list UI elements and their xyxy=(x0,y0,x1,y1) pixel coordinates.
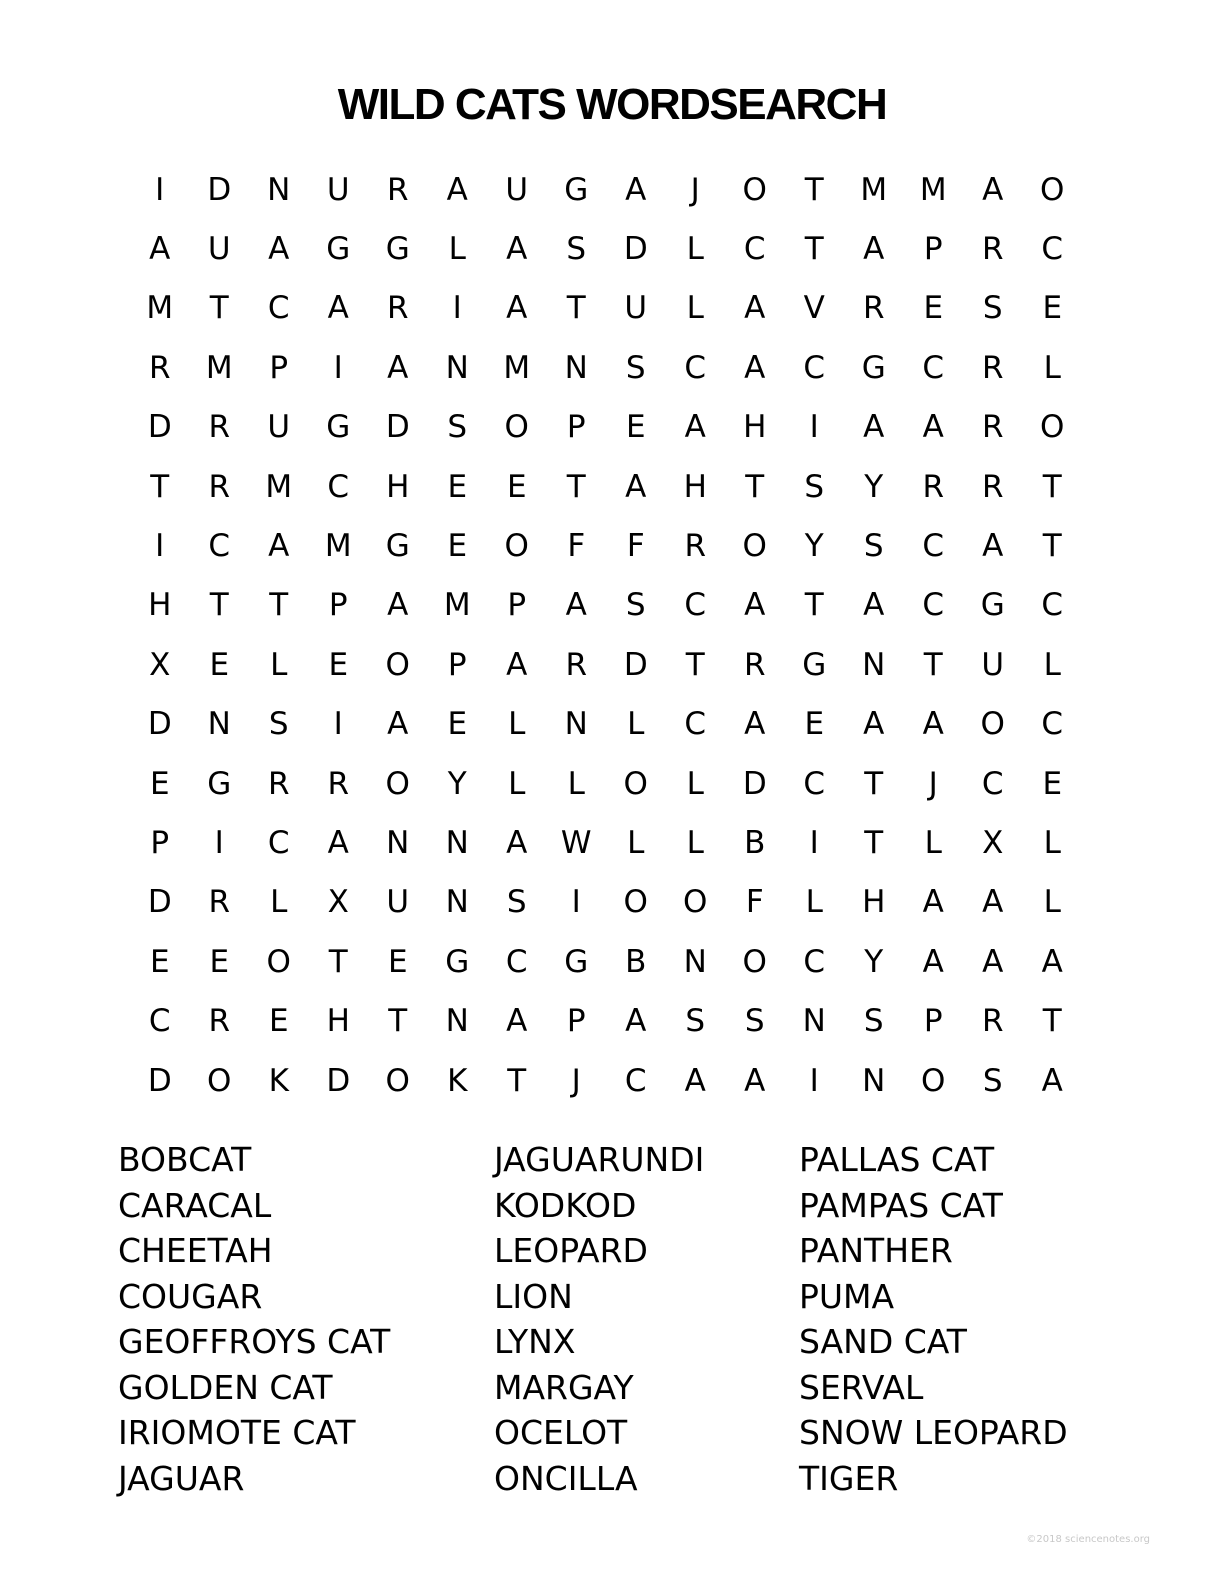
grid-letter: C xyxy=(1041,231,1064,268)
grid-letter: C xyxy=(505,943,528,980)
grid-letter: G xyxy=(326,409,351,446)
grid-letter: T xyxy=(1042,468,1062,505)
grid-letter: U xyxy=(624,290,648,327)
grid-letter: E xyxy=(149,943,170,980)
grid-letter: N xyxy=(564,349,588,386)
grid-letter: A xyxy=(1041,1062,1063,1099)
grid-letter: I xyxy=(333,706,343,743)
grid-letter: Y xyxy=(804,528,824,565)
grid-letter: Y xyxy=(864,943,884,980)
grid-letter: C xyxy=(803,943,826,980)
grid-letter: T xyxy=(1042,528,1062,565)
grid-letter: G xyxy=(385,231,410,268)
grid-letter: V xyxy=(803,290,825,327)
grid-letter: A xyxy=(565,587,587,624)
grid-letter: P xyxy=(923,1003,943,1040)
grid-letter: T xyxy=(804,231,824,268)
grid-letter: J xyxy=(571,1062,581,1099)
grid-letter: E xyxy=(1042,765,1063,802)
grid-letter: A xyxy=(982,171,1004,208)
page-title: WILD CATS WORDSEARCH xyxy=(337,80,887,129)
grid-letter: H xyxy=(326,1003,350,1040)
grid-letter: O xyxy=(742,528,767,565)
grid-letter: T xyxy=(1042,1003,1062,1040)
grid-letter: M xyxy=(324,528,352,565)
copyright-footer: ©2018 sciencenotes.org xyxy=(1026,1534,1150,1545)
grid-letter: A xyxy=(982,943,1004,980)
grid-letter: U xyxy=(386,884,410,921)
grid-letter: T xyxy=(209,290,229,327)
grid-letter: I xyxy=(571,884,581,921)
word-list-item: CARACAL xyxy=(118,1185,272,1225)
grid-letter: R xyxy=(148,349,171,386)
grid-letter: C xyxy=(922,528,945,565)
grid-letter: T xyxy=(209,587,229,624)
grid-letter: M xyxy=(205,349,233,386)
grid-letter: E xyxy=(387,943,408,980)
grid-letter: S xyxy=(863,528,884,565)
grid-letter: A xyxy=(327,290,349,327)
grid-letter: D xyxy=(147,1062,172,1099)
grid-letter: M xyxy=(443,587,471,624)
grid-letter: S xyxy=(863,1003,884,1040)
grid-letter: E xyxy=(328,646,349,683)
grid-letter: O xyxy=(385,765,410,802)
grid-letter: E xyxy=(447,706,468,743)
grid-letter: U xyxy=(326,171,350,208)
grid-letter: N xyxy=(386,824,410,861)
grid-letter: M xyxy=(503,349,531,386)
grid-letter: T xyxy=(150,468,170,505)
word-list-item: OCELOT xyxy=(494,1413,628,1452)
grid-letter: A xyxy=(268,528,290,565)
grid-letter: D xyxy=(742,765,767,802)
grid-letter: S xyxy=(804,468,825,505)
grid-letter: X xyxy=(982,824,1004,861)
grid-letter: S xyxy=(685,1003,706,1040)
grid-letter: D xyxy=(385,409,410,446)
word-list-item: LYNX xyxy=(494,1322,576,1361)
grid-letter: A xyxy=(446,171,468,208)
grid-letter: H xyxy=(386,468,410,505)
grid-letter: I xyxy=(809,1062,819,1099)
grid-letter: H xyxy=(862,884,886,921)
grid-letter: A xyxy=(625,1003,647,1040)
grid-letter: L xyxy=(924,824,942,861)
grid-letter: O xyxy=(683,884,708,921)
word-list-item: JAGUARUNDI xyxy=(494,1140,705,1179)
grid-letter: N xyxy=(445,824,469,861)
grid-letter: R xyxy=(684,528,707,565)
grid-letter: D xyxy=(147,409,172,446)
grid-letter: A xyxy=(684,409,706,446)
grid-letter: J xyxy=(690,171,700,208)
word-list-item: PAMPAS CAT xyxy=(799,1185,1003,1225)
grid-letter: A xyxy=(922,884,944,921)
grid-letter: J xyxy=(928,765,938,802)
grid-letter: O xyxy=(742,943,767,980)
grid-letter: L xyxy=(686,765,704,802)
grid-letter: L xyxy=(1043,646,1061,683)
grid-letter: A xyxy=(922,706,944,743)
grid-letter: A xyxy=(387,706,409,743)
grid-letter: G xyxy=(445,943,470,980)
grid-letter: D xyxy=(326,1062,351,1099)
grid-letter: S xyxy=(566,231,587,268)
grid-letter: S xyxy=(982,290,1003,327)
grid-letter: T xyxy=(507,1062,527,1099)
grid-letter: F xyxy=(567,528,586,565)
grid-letter: A xyxy=(506,290,528,327)
grid-letter: N xyxy=(862,1062,886,1099)
grid-letter: D xyxy=(623,231,648,268)
grid-letter: F xyxy=(745,884,764,921)
grid-letter: A xyxy=(506,1003,528,1040)
grid-letter: T xyxy=(923,646,943,683)
grid-letter: L xyxy=(805,884,823,921)
grid-letter: U xyxy=(505,171,529,208)
grid-letter: R xyxy=(743,646,766,683)
grid-letter: R xyxy=(208,1003,231,1040)
grid-letter: A xyxy=(327,824,349,861)
grid-letter: P xyxy=(566,409,586,446)
grid-letter: I xyxy=(155,528,165,565)
grid-letter: I xyxy=(333,349,343,386)
word-list-item: SNOW LEOPARD xyxy=(799,1413,1068,1452)
grid-letter: T xyxy=(745,468,765,505)
word-list-item: PANTHER xyxy=(799,1231,953,1270)
grid-letter: C xyxy=(981,765,1004,802)
grid-letter: E xyxy=(923,290,944,327)
grid-letter: O xyxy=(266,943,291,980)
grid-letter: N xyxy=(802,1003,826,1040)
grid-letter: A xyxy=(268,231,290,268)
grid-letter: A xyxy=(506,824,528,861)
grid-letter: T xyxy=(328,943,348,980)
grid-letter: R xyxy=(565,646,588,683)
grid-letter: O xyxy=(742,171,767,208)
grid-letter: N xyxy=(445,349,469,386)
grid-letter: R xyxy=(267,765,290,802)
word-list-item: IRIOMOTE CAT xyxy=(118,1413,356,1452)
grid-letter: L xyxy=(627,824,645,861)
grid-letter: C xyxy=(624,1062,647,1099)
grid-letter: E xyxy=(209,943,230,980)
grid-letter: L xyxy=(270,646,288,683)
grid-letter: K xyxy=(268,1062,289,1099)
grid-letter: S xyxy=(744,1003,765,1040)
grid-letter: C xyxy=(208,528,231,565)
grid-letter: R xyxy=(386,290,409,327)
grid-letter: D xyxy=(147,706,172,743)
word-list-item: SAND CAT xyxy=(799,1322,967,1361)
grid-letter: A xyxy=(506,231,528,268)
grid-letter: S xyxy=(447,409,468,446)
grid-letter: T xyxy=(864,765,884,802)
grid-letter: N xyxy=(445,1003,469,1040)
grid-letter: E xyxy=(625,409,646,446)
grid-letter: E xyxy=(209,646,230,683)
grid-letter: E xyxy=(149,765,170,802)
grid-letter: O xyxy=(1040,409,1065,446)
grid-letter: H xyxy=(743,409,767,446)
grid-letter: I xyxy=(155,171,165,208)
grid-letter: I xyxy=(452,290,462,327)
grid-letter: C xyxy=(922,587,945,624)
grid-letter: G xyxy=(564,171,589,208)
grid-letter: O xyxy=(921,1062,946,1099)
grid-letter: I xyxy=(214,824,224,861)
grid-letter: D xyxy=(147,884,172,921)
word-list-item: CHEETAH xyxy=(118,1231,273,1270)
grid-letter: C xyxy=(684,706,707,743)
grid-letter: A xyxy=(149,231,171,268)
grid-letter: H xyxy=(683,468,707,505)
word-list-item: ONCILLA xyxy=(494,1458,638,1498)
grid-letter: F xyxy=(626,528,645,565)
word-list-item: GEOFFROYS CAT xyxy=(118,1322,391,1361)
grid-letter: O xyxy=(385,1062,410,1099)
word-list-item: KODKOD xyxy=(494,1185,637,1225)
grid-letter: S xyxy=(982,1062,1003,1099)
grid-letter: O xyxy=(623,765,648,802)
grid-letter: S xyxy=(506,884,527,921)
word-list-column-1 xyxy=(118,1137,390,1501)
grid-letter: D xyxy=(623,646,648,683)
grid-letter: P xyxy=(566,1003,586,1040)
grid-letter: G xyxy=(385,528,410,565)
word-list-item: COUGAR xyxy=(118,1276,263,1316)
grid-letter: T xyxy=(388,1003,408,1040)
word-list-column-3 xyxy=(799,1137,1068,1501)
grid-letter: R xyxy=(981,468,1004,505)
grid-letter: A xyxy=(863,706,885,743)
grid-letter: S xyxy=(268,706,289,743)
grid-letter: A xyxy=(863,409,885,446)
grid-letter: O xyxy=(207,1062,232,1099)
grid-letter: L xyxy=(686,231,704,268)
grid-letter: X xyxy=(149,646,171,683)
grid-letter: I xyxy=(809,824,819,861)
grid-letter: K xyxy=(447,1062,468,1099)
word-list-item: MARGAY xyxy=(494,1367,634,1407)
grid-letter: Y xyxy=(447,765,467,802)
grid-letter: T xyxy=(864,824,884,861)
grid-letter: R xyxy=(208,884,231,921)
word-list-item: PALLAS CAT xyxy=(799,1140,995,1179)
grid-letter: R xyxy=(327,765,350,802)
grid-letter: T xyxy=(685,646,705,683)
grid-letter: R xyxy=(922,468,945,505)
grid-letter: A xyxy=(625,171,647,208)
grid-letter: H xyxy=(148,587,172,624)
grid-letter: L xyxy=(1043,884,1061,921)
grid-letter: X xyxy=(327,884,349,921)
grid-letter: L xyxy=(686,290,704,327)
grid-letter: L xyxy=(686,824,704,861)
grid-letter: U xyxy=(981,646,1005,683)
grid-letter: M xyxy=(146,290,174,327)
grid-letter: A xyxy=(982,884,1004,921)
grid-letter: P xyxy=(150,824,170,861)
grid-letter: B xyxy=(625,943,647,980)
grid-letter: R xyxy=(981,1003,1004,1040)
grid-letter: G xyxy=(861,349,886,386)
grid-letter: M xyxy=(265,468,293,505)
grid-letter: A xyxy=(744,349,766,386)
grid-letter: C xyxy=(1041,706,1064,743)
grid-letter: C xyxy=(684,349,707,386)
grid-letter: L xyxy=(627,706,645,743)
grid-letter: C xyxy=(743,231,766,268)
grid-letter: P xyxy=(447,646,467,683)
grid-letter: M xyxy=(860,171,888,208)
grid-letter: A xyxy=(982,528,1004,565)
grid-letter: T xyxy=(566,290,586,327)
grid-letter: C xyxy=(922,349,945,386)
grid-letter: O xyxy=(623,884,648,921)
grid-letter: S xyxy=(625,587,646,624)
grid-letter: L xyxy=(1043,349,1061,386)
grid-letter: A xyxy=(684,1062,706,1099)
grid-letter: R xyxy=(981,409,1004,446)
grid-letter: U xyxy=(267,409,291,446)
grid-letter: O xyxy=(980,706,1005,743)
grid-letter: C xyxy=(803,349,826,386)
grid-letter: P xyxy=(328,587,348,624)
word-list-item: GOLDEN CAT xyxy=(118,1367,333,1407)
word-list-item: TIGER xyxy=(799,1458,899,1498)
grid-letter: A xyxy=(744,706,766,743)
grid-letter: C xyxy=(1041,587,1064,624)
grid-letter: M xyxy=(919,171,947,208)
grid-letter: P xyxy=(269,349,289,386)
grid-letter: R xyxy=(386,171,409,208)
grid-letter: N xyxy=(564,706,588,743)
grid-letter: R xyxy=(981,349,1004,386)
grid-letter: A xyxy=(922,409,944,446)
grid-letter: A xyxy=(863,231,885,268)
grid-letter: W xyxy=(560,824,592,861)
word-list-item: LEOPARD xyxy=(494,1231,648,1270)
grid-letter: O xyxy=(385,646,410,683)
grid-letter: C xyxy=(148,1003,171,1040)
grid-letter: L xyxy=(1043,824,1061,861)
grid-letter: A xyxy=(1041,943,1063,980)
grid-letter: N xyxy=(683,943,707,980)
grid-letter: G xyxy=(326,231,351,268)
grid-letter: O xyxy=(1040,171,1065,208)
grid-letter: L xyxy=(508,765,526,802)
grid-letter: N xyxy=(445,884,469,921)
grid-letter: A xyxy=(744,1062,766,1099)
grid-letter: C xyxy=(267,290,290,327)
grid-letter: L xyxy=(567,765,585,802)
grid-letter: A xyxy=(387,349,409,386)
grid-letter: G xyxy=(980,587,1005,624)
grid-letter: A xyxy=(625,468,647,505)
grid-letter: A xyxy=(863,587,885,624)
grid-letter: A xyxy=(922,943,944,980)
grid-letter: E xyxy=(268,1003,289,1040)
grid-letter: L xyxy=(448,231,466,268)
word-list-item: BOBCAT xyxy=(118,1140,252,1179)
grid-letter: G xyxy=(207,765,232,802)
grid-letter: R xyxy=(981,231,1004,268)
word-list-item: LION xyxy=(494,1276,573,1316)
grid-letter: C xyxy=(684,587,707,624)
grid-letter: L xyxy=(508,706,526,743)
grid-letter: C xyxy=(267,824,290,861)
grid-letter: E xyxy=(447,468,468,505)
grid-letter: E xyxy=(506,468,527,505)
grid-letter: N xyxy=(267,171,291,208)
grid-letter: L xyxy=(270,884,288,921)
grid-letter: N xyxy=(862,646,886,683)
grid-letter: D xyxy=(207,171,232,208)
grid-letter: U xyxy=(207,231,231,268)
grid-letter: I xyxy=(809,409,819,446)
grid-letter: T xyxy=(566,468,586,505)
grid-letter: R xyxy=(862,290,885,327)
grid-letter: E xyxy=(804,706,825,743)
word-list-item: SERVAL xyxy=(799,1367,924,1407)
grid-letter: N xyxy=(207,706,231,743)
letter-grid xyxy=(130,160,1090,1110)
grid-letter: A xyxy=(387,587,409,624)
grid-letter: C xyxy=(803,765,826,802)
grid-letter: R xyxy=(208,468,231,505)
grid-letter: A xyxy=(744,587,766,624)
grid-letter: G xyxy=(564,943,589,980)
grid-letter: S xyxy=(625,349,646,386)
grid-letter: P xyxy=(923,231,943,268)
grid-letter: A xyxy=(744,290,766,327)
grid-letter: G xyxy=(802,646,827,683)
grid-letter: A xyxy=(506,646,528,683)
grid-letter: P xyxy=(507,587,527,624)
grid-letter: E xyxy=(1042,290,1063,327)
grid-letter: T xyxy=(804,171,824,208)
word-list-item: PUMA xyxy=(799,1276,895,1316)
word-list-item: JAGUAR xyxy=(118,1458,245,1498)
grid-letter: O xyxy=(504,409,529,446)
word-list-column-2 xyxy=(494,1137,704,1501)
grid-letter: R xyxy=(208,409,231,446)
grid-letter: O xyxy=(504,528,529,565)
grid-letter: T xyxy=(269,587,289,624)
grid-letter: E xyxy=(447,528,468,565)
grid-letter: T xyxy=(804,587,824,624)
grid-letter: B xyxy=(744,824,766,861)
grid-letter: C xyxy=(327,468,350,505)
grid-letter: Y xyxy=(864,468,884,505)
